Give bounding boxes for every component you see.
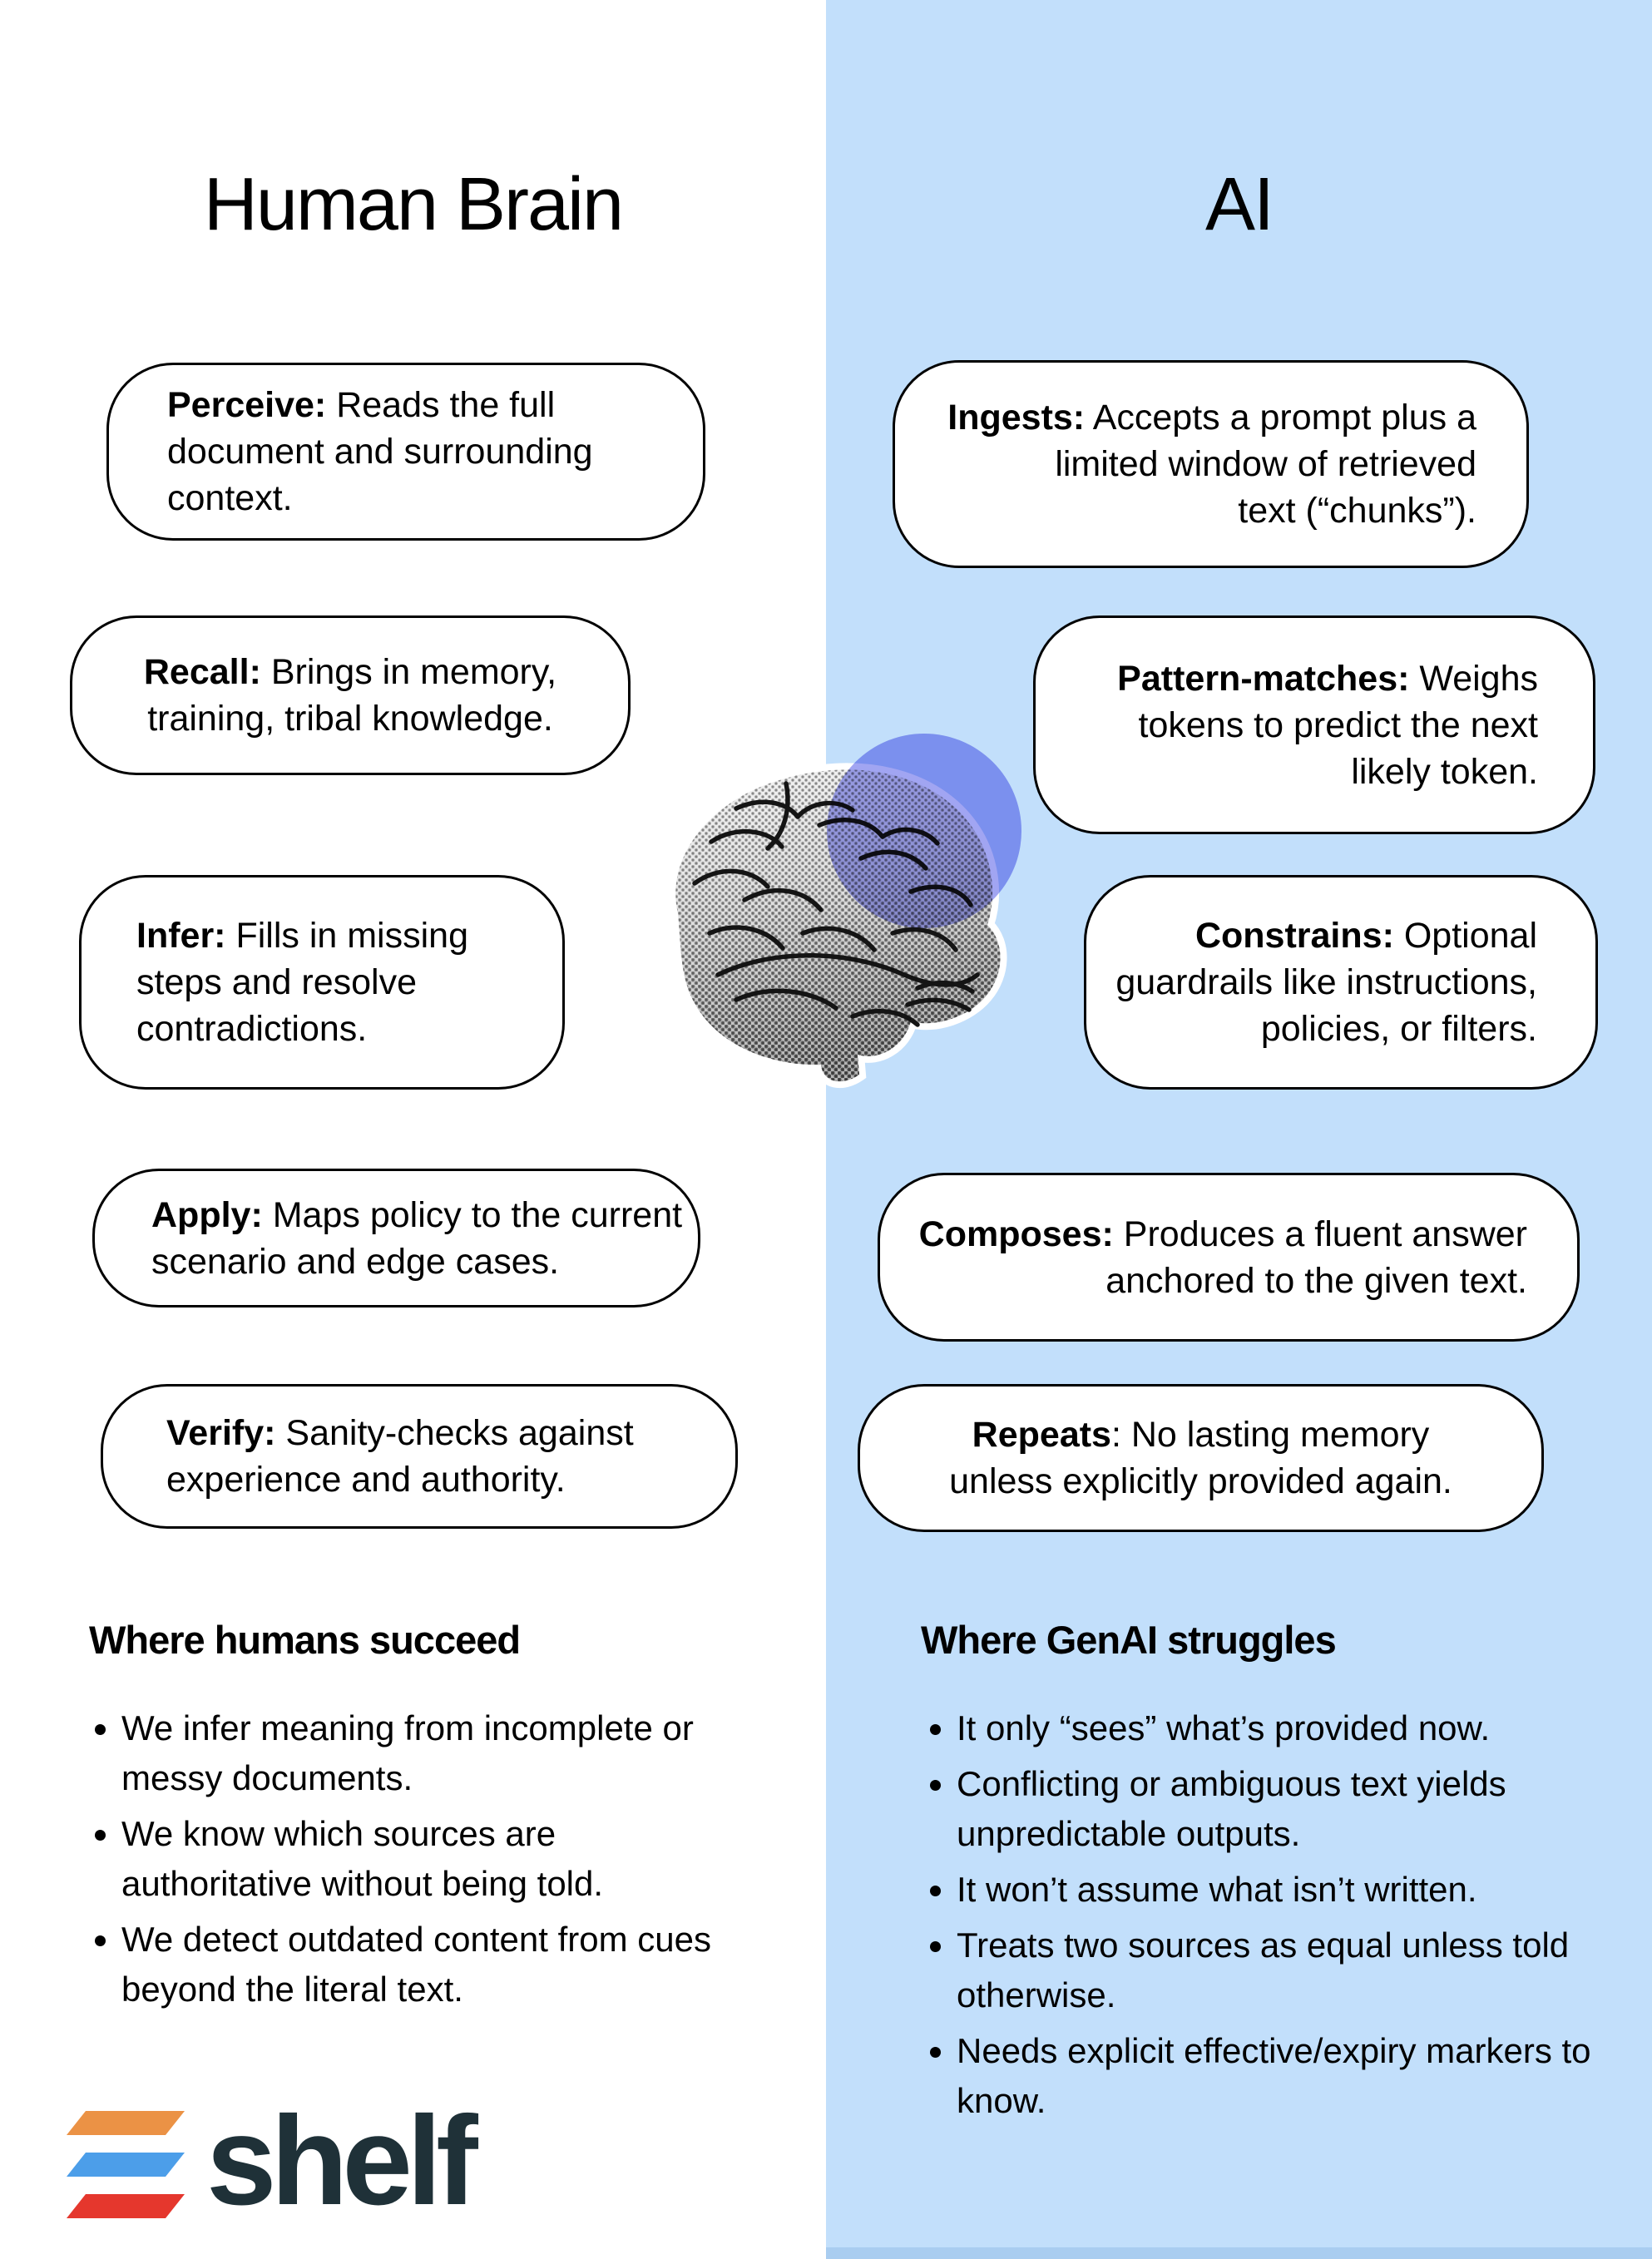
bubble-line: Perceive: Reads the full — [167, 385, 556, 425]
bubble-line: context. — [167, 478, 293, 518]
bubble-line: Ingests: Accepts a prompt plus a — [947, 398, 1476, 437]
bubble-line: Infer: Fills in missing — [136, 916, 468, 956]
bubble-line: document and surrounding — [167, 432, 593, 472]
bubble-line: experience and authority. — [166, 1460, 566, 1500]
bubble-verify — [101, 1384, 738, 1529]
humans-succeed-heading: Where humans succeed — [89, 1618, 521, 1662]
bubble-constrains — [1084, 875, 1598, 1090]
bubble-line: likely token. — [1351, 751, 1538, 792]
bubble-line: Recall: Brings in memory, — [143, 652, 557, 692]
bubble-line: policies, or filters. — [1260, 1009, 1537, 1049]
shelf-logo-bar-blue-icon — [67, 2153, 185, 2177]
bubble-line: guardrails like instructions, — [1115, 962, 1537, 1002]
bubble-perceive — [106, 363, 705, 541]
shelf-logo — [67, 2090, 532, 2232]
bubble-line: training, tribal knowledge. — [147, 699, 553, 739]
list-item: • It won’t assume what isn’t written. — [957, 1865, 1605, 1915]
shelf-logo-bar-red-icon — [67, 2194, 185, 2218]
list-item: • We know which sources are authoritative without being told. — [121, 1809, 720, 1909]
footer-strip — [826, 2247, 1652, 2259]
bubble-line: tokens to predict the next — [1138, 704, 1538, 745]
bubble-pattern-matches — [1033, 615, 1595, 834]
shelf-wordmark: shelf — [206, 2090, 472, 2232]
genai-struggles-heading: Where GenAI struggles — [921, 1618, 1336, 1662]
bubble-infer — [79, 875, 565, 1090]
bubble-ingests — [893, 360, 1529, 568]
human-brain-title: Human Brain — [203, 163, 623, 246]
list-item: • We detect outdated content from cues beyond the literal text. — [121, 1915, 720, 2014]
bubble-line: Apply: Maps policy to the current — [151, 1194, 683, 1235]
bubble-recall — [70, 615, 631, 775]
bubble-line: anchored to the given text. — [1105, 1260, 1527, 1301]
bubble-composes — [878, 1173, 1580, 1342]
bubble-line: steps and resolve — [136, 962, 418, 1002]
ai-title: AI — [1204, 163, 1274, 246]
list-item: • We infer meaning from incomplete or messy documents. — [121, 1703, 720, 1803]
bubble-line: Constrains: Optional — [1194, 916, 1537, 956]
humans-succeed-list — [80, 1703, 720, 2020]
bubble-line: unless explicitly provided again. — [949, 1461, 1452, 1501]
bubble-line: Composes: Produces a fluent answer — [918, 1214, 1527, 1254]
bubble-line: text (“chunks”). — [1238, 491, 1476, 531]
list-item: • Treats two sources as equal unless told otherwise. — [957, 1920, 1605, 2020]
genai-struggles-list — [915, 1703, 1605, 2132]
list-item: • Conflicting or ambiguous text yields unpredictable outputs. — [957, 1759, 1605, 1859]
bubble-line: scenario and edge cases. — [151, 1241, 560, 1282]
bubble-line: Repeats: No lasting memory — [972, 1415, 1430, 1455]
bubble-line: Verify: Sanity-checks against — [166, 1413, 634, 1453]
bubble-line: Pattern-matches: Weighs — [1117, 658, 1538, 699]
bubble-repeats — [858, 1384, 1544, 1532]
bubble-line: limited window of retrieved — [1055, 444, 1476, 484]
bubble-apply — [92, 1169, 700, 1307]
accent-circle — [827, 734, 1021, 928]
shelf-logo-bar-orange-icon — [67, 2111, 185, 2135]
list-item: • Needs explicit effective/expiry markers to know. — [957, 2026, 1605, 2126]
bubble-line: contradictions. — [136, 1009, 368, 1049]
list-item: • It only “sees” what’s provided now. — [957, 1703, 1605, 1753]
